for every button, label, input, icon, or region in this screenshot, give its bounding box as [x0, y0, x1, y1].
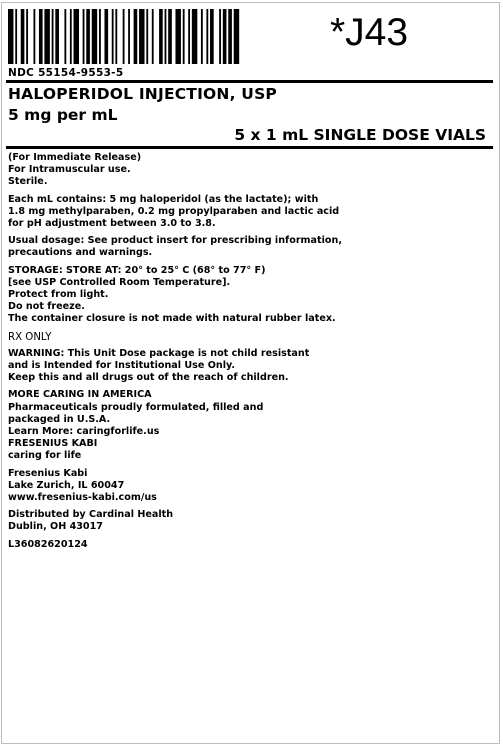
barcode-bar [201, 9, 203, 64]
caring-line: packaged in U.S.A. [8, 413, 111, 425]
barcode-bar [92, 9, 97, 64]
barcode-bar [33, 9, 35, 64]
barcode-bar [70, 9, 72, 64]
barcode-bar [159, 9, 163, 64]
warning-line: WARNING: This Unit Dose package is not child resistant [8, 347, 310, 359]
barcode-bar [219, 9, 221, 64]
barcode-bar [165, 9, 167, 64]
warning-line: and is Intended for Institutional Use Only. [8, 360, 236, 372]
distributor-line: Distributed by Cardinal Health [8, 509, 174, 521]
package-description: 5 x 1 mL SINGLE DOSE VIALS [234, 126, 486, 144]
distributor-line: Dublin, OH 43017 [8, 521, 103, 533]
barcode-bar [26, 9, 28, 64]
barcode-bar [128, 9, 130, 64]
storage-line: Protect from light. [8, 289, 109, 301]
barcode-bar [223, 9, 227, 64]
barcode-bar [188, 9, 190, 64]
barcode-bar [99, 9, 101, 64]
barcode-bar [192, 9, 197, 64]
barcode-bar [64, 9, 66, 64]
barcode-bar [183, 9, 185, 64]
barcode-bar [55, 9, 59, 64]
caring-line: MORE CARING IN AMERICA [8, 389, 152, 401]
ndc-number: NDC 55154-9553-5 [8, 67, 124, 79]
lot-code: *J43 [330, 11, 409, 54]
label-body [8, 152, 493, 551]
storage-line: The container closure is not made with natural rubber latex. [8, 313, 336, 325]
barcode-bar [44, 9, 49, 64]
dosage-line: precautions and warnings. [8, 247, 153, 259]
caring-line: FRESENIUS KABI [8, 438, 98, 450]
barcode-bar [139, 9, 144, 64]
barcode-bar [104, 9, 108, 64]
caring-line: Learn More: caringforlife.us [8, 426, 160, 438]
barcode-bar [86, 9, 90, 64]
release-note: (For Immediate Release) [8, 152, 142, 163]
caring-line: Pharmaceuticals proudly formulated, filled and [8, 401, 264, 413]
label-code: L36082620124 [8, 538, 88, 550]
barcode [8, 9, 241, 64]
bottom-divider [6, 146, 493, 149]
barcode-bar [206, 9, 208, 64]
manufacturer-line: www.fresenius-kabi.com/us [8, 492, 157, 504]
barcode-bar [15, 9, 17, 64]
top-divider [6, 80, 493, 83]
barcode-bar [83, 9, 85, 64]
barcode-bar [52, 9, 54, 64]
barcode-bar [146, 9, 148, 64]
composition-line: 1.8 mg methylparaben, 0.2 mg propylparaben and lactic acid [8, 205, 340, 217]
dosage-line: Usual dosage: See product insert for prescribing information, [8, 235, 342, 247]
barcode-bar [228, 9, 232, 64]
barcode-bar [175, 9, 180, 64]
composition-line: Each mL contains: 5 mg haloperidol (as the lactate); with [8, 193, 319, 205]
barcode-bar [123, 9, 125, 64]
manufacturer-line: Fresenius Kabi [8, 467, 88, 479]
barcode-bar [74, 9, 79, 64]
barcode-bar [210, 9, 214, 64]
drug-label [1, 2, 500, 744]
barcode-bar [234, 9, 239, 64]
barcode-bar [39, 9, 43, 64]
storage-line: Do not freeze. [8, 301, 85, 313]
barcode-bar [115, 9, 117, 64]
sterile-text: Sterile. [8, 176, 48, 188]
strength: 5 mg per mL [8, 106, 118, 124]
barcode-bar [112, 9, 114, 64]
barcode-bar [21, 9, 25, 64]
manufacturer-line: Lake Zurich, IL 60047 [8, 479, 125, 491]
barcode-bar [168, 9, 172, 64]
barcode-bar [8, 9, 13, 64]
barcode-bar [152, 9, 154, 64]
barcode-bar [134, 9, 138, 64]
warning-line: Keep this and all drugs out of the reach of children. [8, 372, 289, 384]
storage-line: [see USP Controlled Room Temperature]. [8, 276, 231, 288]
rx-only: RX ONLY [8, 331, 52, 343]
product-name: HALOPERIDOL INJECTION, USP [8, 85, 277, 103]
caring-line: caring for life [8, 450, 82, 462]
composition-line: for pH adjustment between 3.0 to 3.8. [8, 218, 216, 230]
storage-line: STORAGE: STORE AT: 20° to 25° C (68° to 77° F) [8, 264, 266, 276]
route-text: For Intramuscular use. [8, 164, 131, 176]
